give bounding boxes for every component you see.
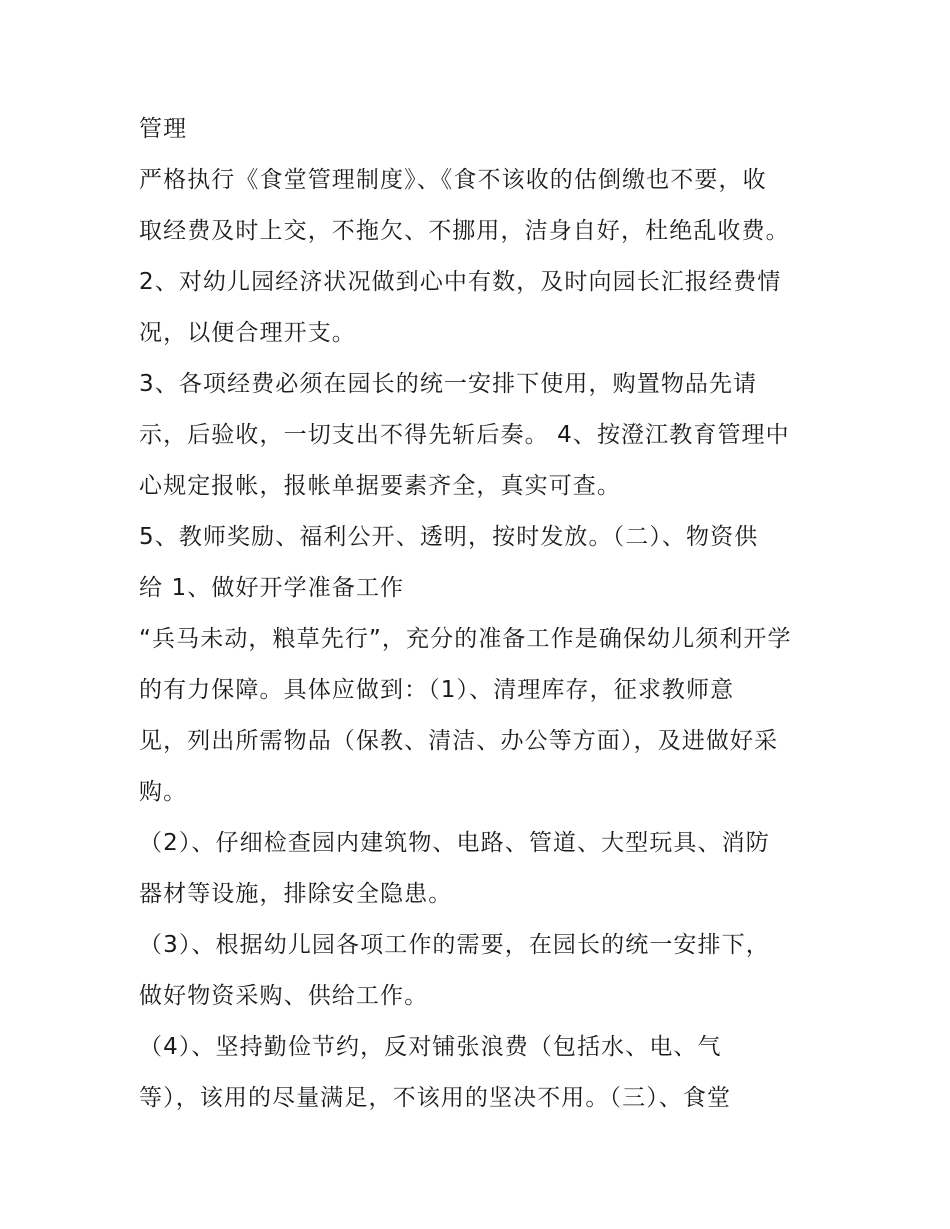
text-line: 3、各项经费必须在园长的统一安排下使用，购置物品先请: [139, 371, 758, 397]
text-line: 心规定报帐，报帐单据要素齐全，真实可查。: [139, 473, 621, 499]
text-line: 做好物资采购、供给工作。: [139, 983, 429, 1009]
text-line: 严格执行《食堂管理制度》、《食不该收的估倒缴也不要，收: [139, 167, 767, 193]
text-line: （3）、根据幼儿园各项工作的需要，在园长的统一安排下，: [139, 932, 770, 958]
text-line: 5、教师奖励、福利公开、透明，按时发放。（二）、物资供: [139, 524, 759, 550]
text-line: （2）、仔细检查园内建筑物、电路、管道、大型玩具、消防: [139, 830, 770, 856]
text-line: 管理: [139, 116, 188, 142]
text-line: 给 1、做好开学准备工作: [139, 575, 405, 601]
text-line: 购。: [139, 779, 188, 805]
text-line: 等），该用的尽量满足，不该用的坚决不用。（三）、食堂: [139, 1085, 732, 1111]
text-line: （4）、坚持勤俭节约，反对铺张浪费（包括水、电、气: [139, 1034, 722, 1060]
text-line: 2、对幼儿园经济状况做到心中有数，及时向园长汇报经费情: [139, 269, 782, 295]
text-line: 器材等设施，排除安全隐患。: [139, 881, 453, 907]
text-line: 见，列出所需物品（保教、清洁、办公等方面），及进做好采: [139, 728, 779, 754]
text-line: “兵马未动，粮草先行”，充分的准备工作是确保幼儿须利开学: [139, 626, 792, 652]
text-line: 的有力保障。具体应做到：（1）、清理库存，征求教师意: [139, 677, 735, 703]
text-line: 况，以便合理开支。: [139, 320, 356, 346]
text-line: 取经费及时上交，不拖欠、不挪用，洁身自好，杜绝乱收费。: [139, 218, 790, 244]
text-line: 示，后验收，一切支出不得先斩后奏。 4、按澄江教育管理中: [139, 422, 790, 448]
